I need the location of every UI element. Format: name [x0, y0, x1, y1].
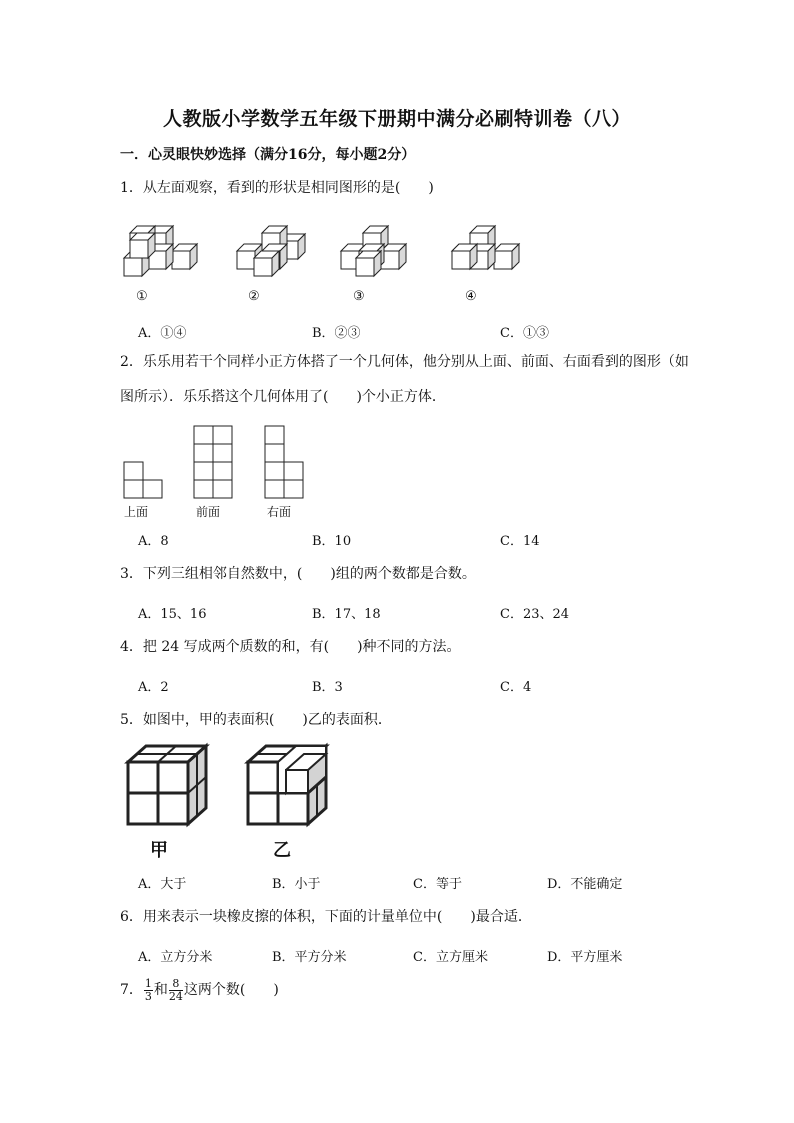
q2-option-c[interactable]: C．14: [500, 534, 540, 549]
q5-figure-jia-label: 甲: [150, 840, 168, 861]
question-5-text: 5．如图中，甲的表面积( )乙的表面积．: [120, 712, 392, 728]
q7-fraction-2-numerator: 8: [169, 978, 183, 991]
q3-option-a[interactable]: A．15、16: [138, 607, 207, 622]
q1-option-c[interactable]: C．①③: [500, 326, 549, 341]
q6-option-c[interactable]: C．立方厘米: [413, 950, 488, 965]
q6-option-d[interactable]: D．平方厘米: [547, 950, 623, 965]
q2-option-a[interactable]: A．8: [138, 534, 169, 549]
question-4-text: 4．把 24 写成两个质数的和，有( )种不同的方法。: [120, 639, 461, 655]
question-7-text: [120, 976, 279, 1004]
question-6-text: 6．用来表示一块橡皮擦的体积，下面的计量单位中( )最合适．: [120, 909, 532, 925]
question-3-text: 3．下列三组相邻自然数中，( )组的两个数都是合数。: [120, 566, 476, 582]
q1-figure-2-label: ②: [248, 289, 260, 304]
q2-front-view-label: 前面: [196, 505, 221, 519]
q7-suffix: 这两个数( ): [183, 982, 279, 998]
question-2-text-line2: 图所示）．乐乐搭这个几何体用了( )个小正方体．: [120, 389, 446, 405]
question-2-text-line1: 2．乐乐用若干个同样小正方体搭了一个几何体，他分别从上面、前面、右面看到的图形（如: [120, 354, 689, 370]
section-heading: 一．心灵眼快妙选择（满分16分，每小题2分）: [120, 147, 416, 163]
q7-fraction-2-denominator: 24: [168, 989, 183, 1003]
q2-top-view-label: 上面: [124, 505, 149, 519]
q5-option-d[interactable]: D．不能确定: [547, 877, 623, 892]
q2-views: [0, 422, 794, 502]
q6-option-a[interactable]: A．立方分米: [138, 950, 213, 965]
q4-option-c[interactable]: C．4: [500, 680, 532, 695]
q5-figures: [0, 740, 794, 840]
question-1-text: 1．从左面观察，看到的形状是相同图形的是( ): [120, 180, 434, 196]
q5-option-b[interactable]: B．小于: [272, 877, 321, 892]
q3-option-b[interactable]: B．17、18: [312, 607, 381, 622]
q2-option-b[interactable]: B．10: [312, 534, 352, 549]
page-title: 人教版小学数学五年级下册期中满分必刷特训卷（八）: [162, 108, 631, 130]
q1-figure-4: [452, 226, 519, 269]
q5-figure-yi-label: 乙: [273, 840, 291, 861]
q1-option-b[interactable]: B．②③: [312, 326, 361, 341]
q1-option-a[interactable]: A．①④: [138, 326, 187, 341]
q5-option-c[interactable]: C．等于: [413, 877, 462, 892]
q1-figure-3-label: ③: [353, 289, 365, 304]
q1-figure-1: [124, 226, 197, 276]
q4-option-a[interactable]: A．2: [138, 680, 169, 695]
q7-prefix: 7．: [120, 982, 143, 998]
q1-figure-2: [237, 226, 305, 276]
q7-fraction-1-numerator: 1: [144, 976, 152, 990]
q4-option-b[interactable]: B．3: [312, 680, 343, 695]
q5-option-a[interactable]: A．大于: [138, 877, 187, 892]
q1-figure-1-label: ①: [136, 289, 148, 304]
q6-option-b[interactable]: B．平方分米: [272, 950, 347, 965]
q1-figure-4-label: ④: [465, 289, 477, 304]
q2-right-view-label: 右面: [267, 505, 292, 519]
q1-figures: [0, 212, 794, 332]
q3-option-c[interactable]: C．23、24: [500, 607, 570, 622]
q7-fraction-1-denominator: 3: [144, 989, 152, 1003]
q1-figure-3: [341, 226, 406, 276]
q7-and: 和: [153, 982, 168, 998]
q7-fraction-1: [144, 978, 153, 1003]
q7-fraction-2: [169, 978, 183, 1003]
